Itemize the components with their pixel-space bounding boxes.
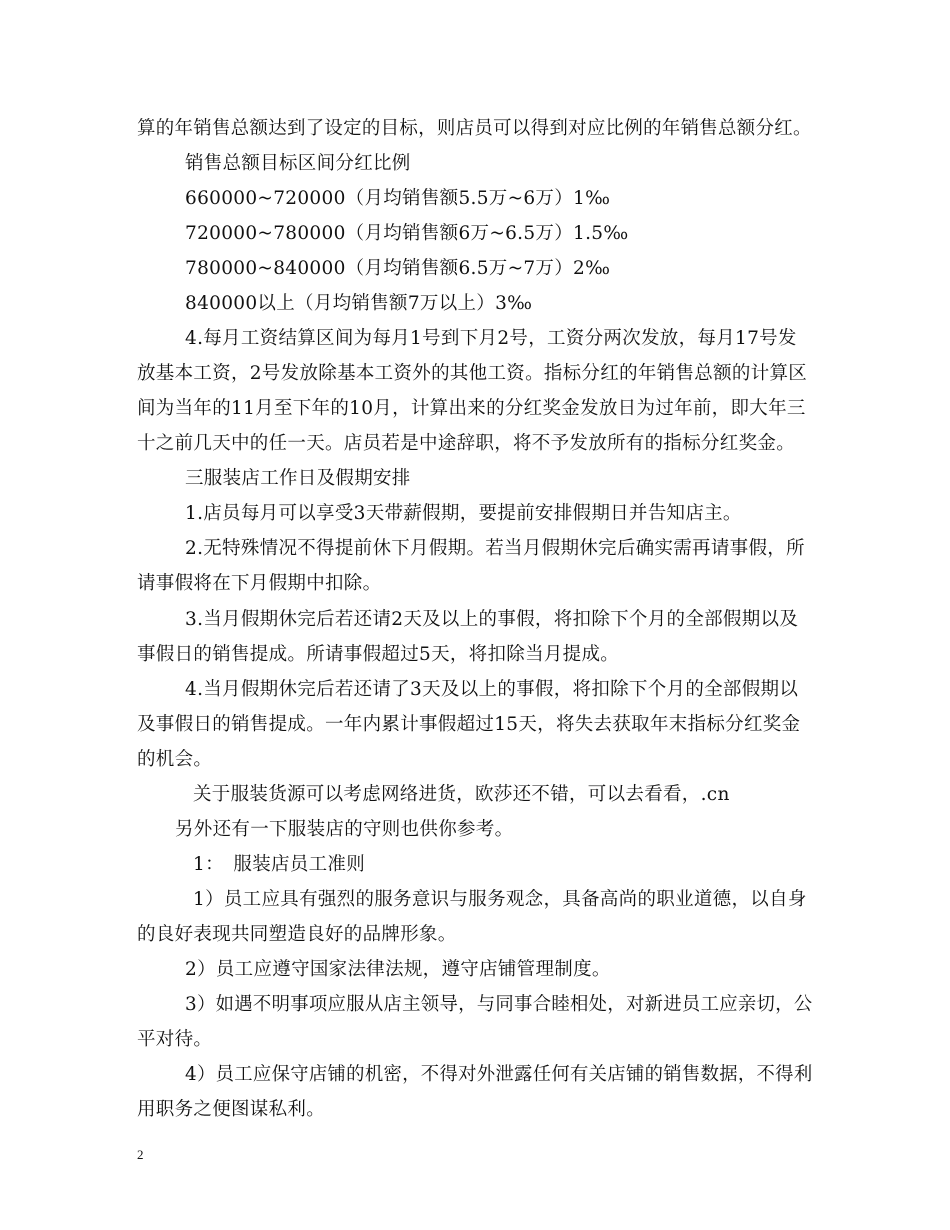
text-line: 算的年销售总额达到了设定的目标，则店员可以得到对应比例的年销售总额分红。 xyxy=(137,118,812,139)
text-line: 另外还有一下服装店的守则也供你参考。 xyxy=(175,819,514,840)
text-line: 及事假日的销售提成。一年内累计事假超过15天，将失去获取年末指标分红奖金 xyxy=(137,714,801,735)
text-line: 780000~840000（月均销售额6.5万~7万）2‰ xyxy=(185,258,611,279)
text-line: 1.店员每月可以享受3天带薪假期，要提前安排假期日并告知店主。 xyxy=(185,503,742,524)
text-line: 3.当月假期休完后若还请2天及以上的事假，将扣除下个月的全部假期以及 xyxy=(185,609,799,630)
text-line: 840000以上（月均销售额7万以上）3‰ xyxy=(185,293,533,314)
text-line: 关于服装货源可以考虑网络进货，欧莎还不错，可以去看看，.cn xyxy=(193,784,730,805)
text-line: 放基本工资，2号发放除基本工资外的其他工资。指标分红的年销售总额的计算区 xyxy=(137,363,808,384)
text-line: 4.每月工资结算区间为每月1号到下月2号，工资分两次发放，每月17号发 xyxy=(185,328,797,349)
text-line: 三服装店工作日及假期安排 xyxy=(185,468,411,489)
text-line: 请事假将在下月假期中扣除。 xyxy=(137,573,382,594)
text-line: 十之前几天中的任一天。店员若是中途辞职，将不予发放所有的指标分红奖金。 xyxy=(137,433,796,454)
text-line: 3）如遇不明事项应服从店主领导，与同事合睦相处，对新进员工应亲切，公 xyxy=(185,994,813,1015)
text-line: 660000~720000（月均销售额5.5万~6万）1‰ xyxy=(185,188,611,209)
text-line: 销售总额目标区间分红比例 xyxy=(185,153,411,174)
text-line: 间为当年的11月至下年的10月，计算出来的分红奖金发放日为过年前，即大年三 xyxy=(137,398,806,419)
text-line: 平对待。 xyxy=(137,1029,213,1050)
text-line: 1）员工应具有强烈的服务意识与服务观念，具备高尚的职业道德，以自身 xyxy=(193,889,807,910)
text-line: 的机会。 xyxy=(137,749,213,770)
text-line: 2.无特殊情况不得提前休下月假期。若当月假期休完后确实需再请事假，所 xyxy=(185,538,805,559)
text-line: 4.当月假期休完后若还请了3天及以上的事假，将扣除下个月的全部假期以 xyxy=(185,679,799,700)
text-line: 1： 服装店员工准则 xyxy=(193,854,366,875)
text-line: 2）员工应遵守国家法律法规，遵守店铺管理制度。 xyxy=(185,959,611,980)
text-line: 720000~780000（月均销售额6万~6.5万）1.5‰ xyxy=(185,223,629,244)
page-number: 2 xyxy=(137,1147,144,1162)
text-line: 用职务之便图谋私利。 xyxy=(137,1099,326,1120)
text-line: 4）员工应保守店铺的机密，不得对外泄露任何有关店铺的销售数据，不得利 xyxy=(185,1064,813,1085)
text-line: 的良好表现共同塑造良好的品牌形象。 xyxy=(137,924,457,945)
text-line: 事假日的销售提成。所请事假超过5天，将扣除当月提成。 xyxy=(137,644,620,665)
